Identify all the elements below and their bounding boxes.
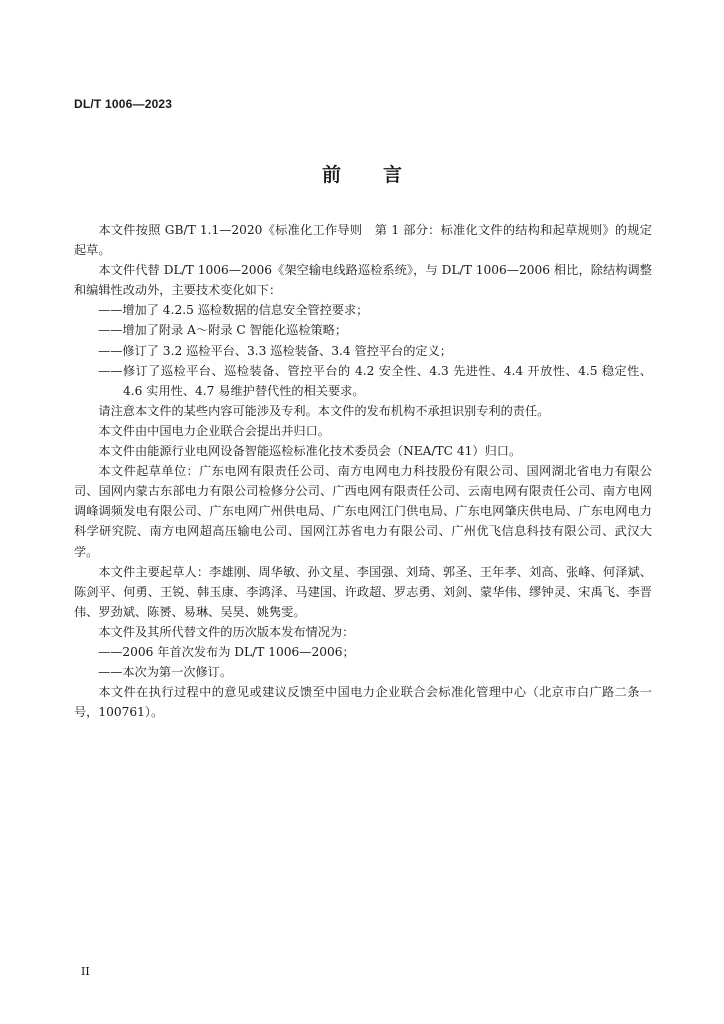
paragraph-history: 本文件及其所代替文件的历次版本发布情况为： xyxy=(98,624,355,639)
history-item: ——本次为第一次修订。 xyxy=(98,665,233,680)
change-item: ——修订了 3.2 巡检平台、3.3 巡检装备、3.4 管控平台的定义； xyxy=(98,343,452,358)
paragraph-proposer: 本文件由中国电力企业联合会提出并归口。 xyxy=(98,423,330,438)
foreword-body xyxy=(74,220,652,722)
change-item: ——增加了 4.2.5 巡检数据的信息安全管控要求； xyxy=(98,303,369,318)
document-code: DL/T 1006—2023 xyxy=(74,97,173,111)
paragraph-drafters: 本文件主要起草人：李雄刚、周华敏、孙文星、李国强、刘琦、郭圣、王年孝、刘高、张峰、何泽斌、陈剑平、何勇、王锐、韩玉康、李鸿泽、马建国、许政超、罗志勇、刘剑、蒙华伟、缪钟灵、宋禹飞、李晋伟、罗劲斌、陈赟、易琳、吴昊、姚隽雯。 xyxy=(74,564,652,619)
paragraph-replacement: 本文件代替 DL/T 1006—2006《架空输电线路巡检系统》，与 DL/T 1006—2006 相比，除结构调整和编辑性改动外，主要技术变化如下： xyxy=(74,263,652,298)
paragraph-patent-notice: 请注意本文件的某些内容可能涉及专利。本文件的发布机构不承担识别专利的责任。 xyxy=(98,403,550,418)
page-title: 前言 xyxy=(321,164,444,186)
change-item: ——增加了附录 A～附录 C 智能化巡检策略； xyxy=(98,323,348,338)
paragraph-committee: 本文件由能源行业电网设备智能巡检标准化技术委员会（NEA/TC 41）归口。 xyxy=(98,444,522,459)
paragraph-feedback: 本文件在执行过程中的意见或建议反馈至中国电力企业联合会标准化管理中心（北京市白广路二条一号，100761）。 xyxy=(74,685,652,720)
history-item: ——2006 年首次发布为 DL/T 1006—2006； xyxy=(98,644,355,659)
paragraph-drafting-units: 本文件起草单位：广东电网有限责任公司、南方电网电力科技股份有限公司、国网湖北省电力有限公司、国网内蒙古东部电力有限公司检修分公司、广西电网有限责任公司、云南电网有限责任公司、南方电网调峰调频发电有限公司、广东电网广州供电局、广东电网江门供电局、广东电网肇庆供电局、广东电网电力科学研究院、南方电网超高压输电公司、国网江苏省电力有限公司、广州优飞信息科技有限公司、武汉大学。 xyxy=(74,464,652,559)
change-item: ——修订了巡检平台、巡检装备、管控平台的 4.2 安全性、4.3 先进性、4.4 开放性、4.5 稳定性、4.6 实用性、4.7 易维护替代性的相关要求。 xyxy=(98,363,652,398)
page-number: II xyxy=(81,965,90,978)
paragraph-drafting-rules: 本文件按照 GB/T 1.1—2020《标准化工作导则 第 1 部分：标准化文件的结构和起草规则》的规定起草。 xyxy=(74,223,652,258)
